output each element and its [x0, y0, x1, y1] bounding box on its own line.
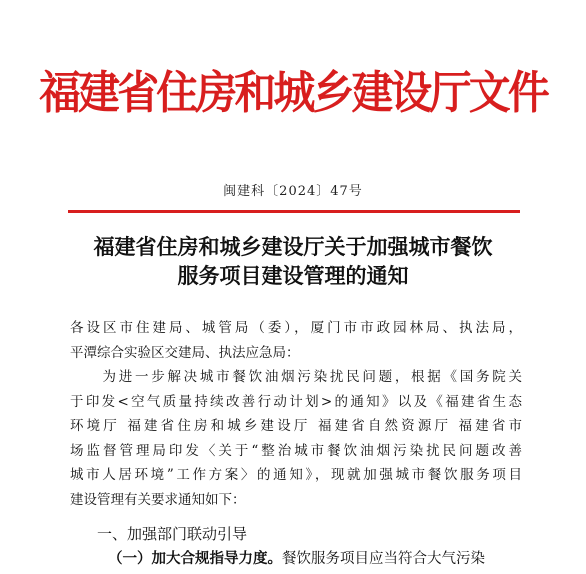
body-line-8: 建设管理有关要求通知如下： [70, 491, 246, 508]
issuer-header-title: 福建省住房和城乡建设厅文件 [39, 66, 547, 119]
subsection-1-text: 餐饮服务项目应当符合大气污染 [282, 551, 485, 567]
body-line-2: 平潭综合实验区交建局、执法应急局： [70, 344, 300, 361]
body-line-3: 为进一步解决城市餐饮油烟污染扰民问题，根据《国务院关 [70, 369, 522, 385]
document-title-line-1: 福建省住房和城乡建设厅关于加强城市餐饮 [93, 234, 493, 259]
body-line-4: 于印发<空气质量持续改善行动计划>的通知》以及《福建省生态 [70, 393, 522, 410]
body-line-5: 环境厅 福建省住房和城乡建设厅 福建省自然资源厅 福建省市 [70, 418, 522, 434]
subsection-1-label: （一）加大合规指导力度。 [108, 550, 282, 567]
section-heading-1: 一、加强部门联动引导 [97, 525, 248, 543]
red-divider-rule [68, 210, 520, 213]
document-title-line-2: 服务项目建设管理的通知 [177, 263, 409, 288]
document-title [50, 232, 536, 290]
body-line-7: 城市人居环境”工作方案〉的通知》，现就加强城市餐饮服务项目 [70, 467, 522, 483]
document-number: 闽建科〔2024〕47号 [223, 184, 363, 199]
document-body [70, 316, 522, 512]
body-line-6: 场监督管理局印发〈关于“整治城市餐饮油烟污染扰民问题改善 [70, 442, 522, 459]
body-line-1: 各设区市住建局、城管局（委），厦门市市政园林局、执法局， [70, 320, 522, 336]
subsection-1-line [108, 547, 522, 571]
